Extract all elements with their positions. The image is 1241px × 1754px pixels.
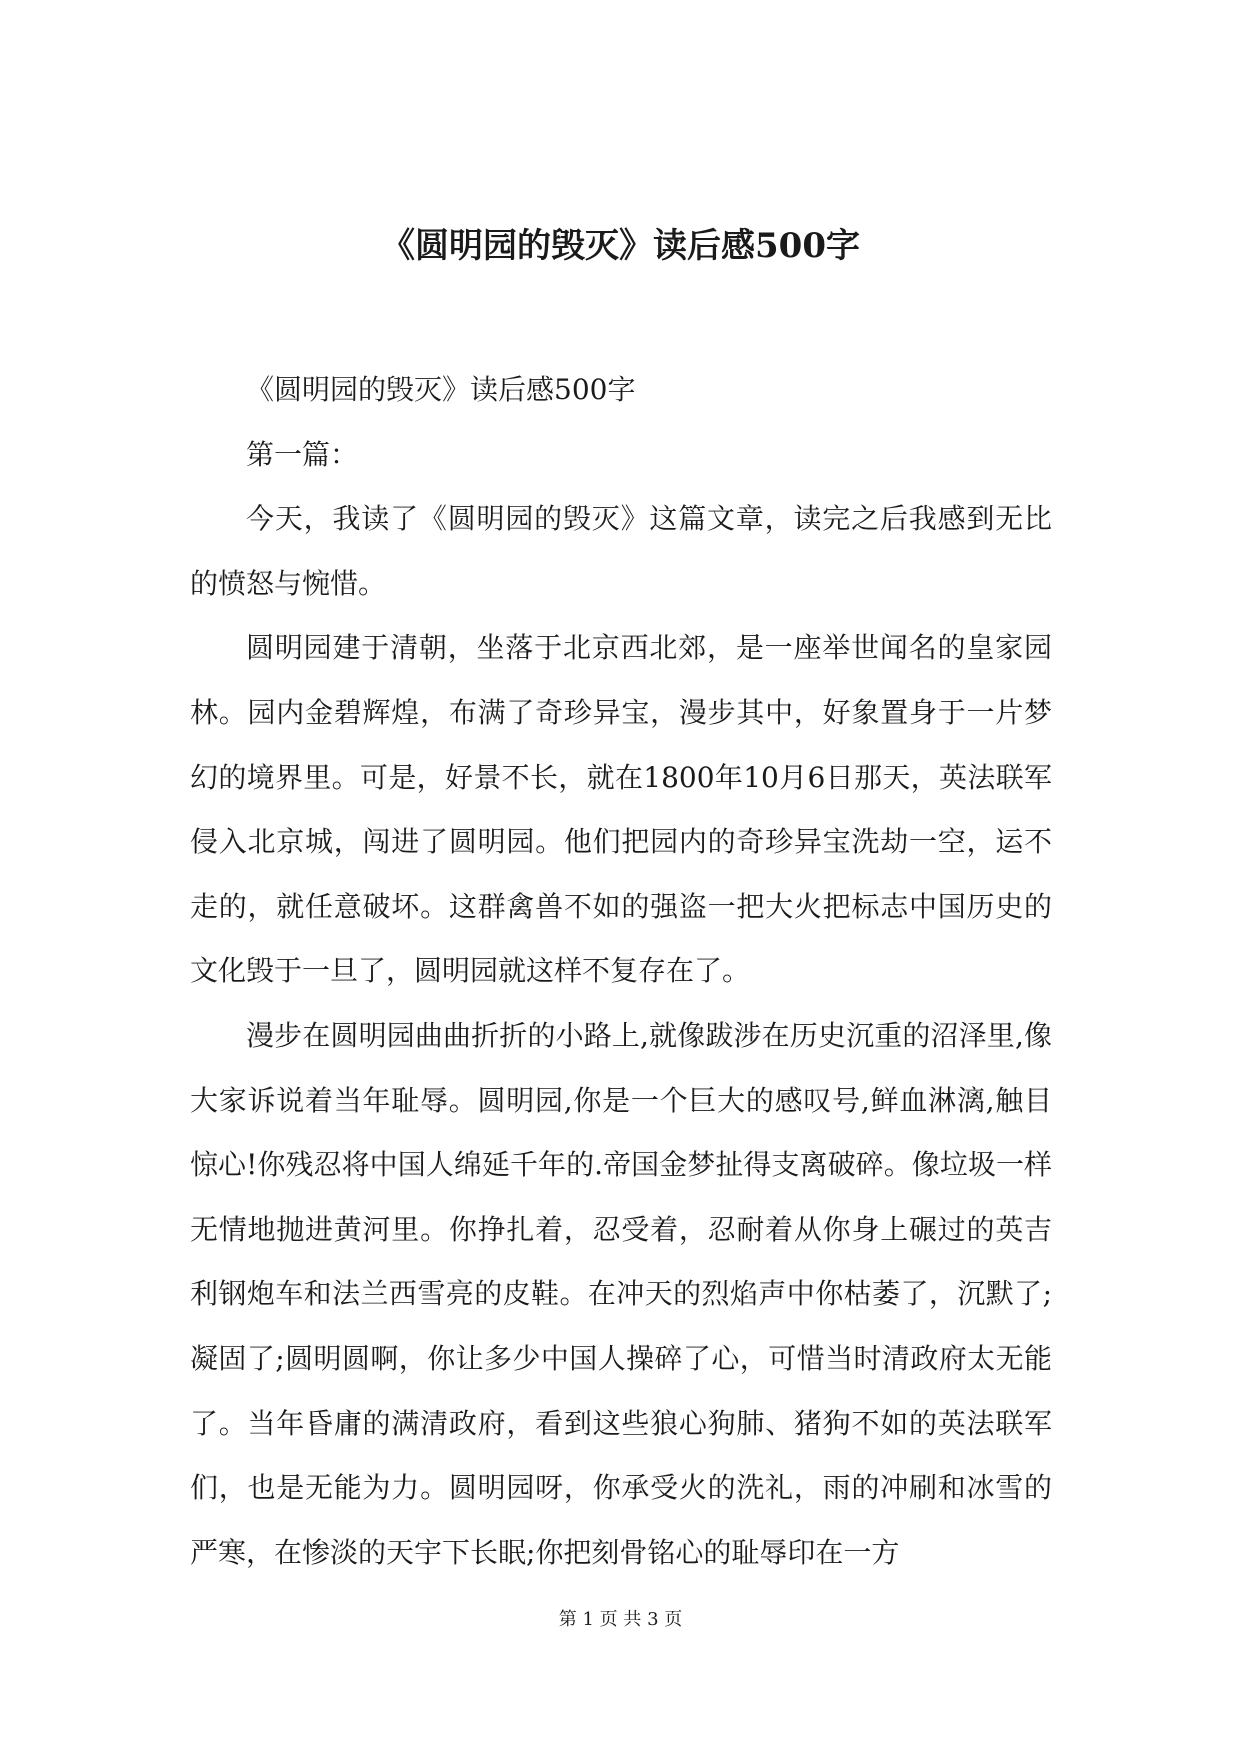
document-title: 《圆明园的毁灭》读后感500字 [381,226,860,266]
paragraph-section-label: 第一篇： [246,437,359,471]
paragraph: 今天，我读了《圆明园的毁灭》这篇文章，读完之后我感到无比的愤怒与惋惜。 [190,502,1052,600]
page-footer: 第 1 页 共 3 页 [558,1609,683,1630]
paragraph: 漫步在圆明园曲曲折折的小路上,就像跋涉在历史沉重的沼泽里,像大家诉说着当年耻辱。圆明园,你是一个巨大的感叹号,鲜血淋漓,触目惊心!你残忍将中国人绵延千年的.帝国金梦扯得支离破碎。像垃圾一样无情地抛进黄河里。你挣扎着，忍受着，忍耐着从你身上碾过的英吉利钢炮车和法兰西雪亮的皮鞋。在冲天的烈焰声中你枯萎了，沉默了;凝固了;圆明圆啊，你让多少中国人操碎了心，可惜当时清政府太无能了。当年昏庸的满清政府，看到这些狼心狗肺、猪狗不如的英法联军们，也是无能为力。圆明园呀，你承受火的洗礼，雨的冲刷和冰雪的严寒，在惨淡的天宇下长眠;你把刻骨铭心的耻辱印在一方 [190,1018,1052,1569]
document-body [190,358,1052,1585]
paragraph: 圆明园建于清朝，坐落于北京西北郊，是一座举世闻名的皇家园林。园内金碧辉煌，布满了奇珍异宝，漫步其中，好象置身于一片梦幻的境界里。可是，好景不长，就在1800年10月6日那天，英法联军侵入北京城，闯进了圆明园。他们把园内的奇珍异宝洗劫一空，运不走的，就任意破坏。这群禽兽不如的强盗一把大火把标志中国历史的文化毁于一旦了，圆明园就这样不复存在了。 [190,631,1052,988]
paragraph-heading: 《圆明园的毁灭》读后感500字 [246,373,636,406]
